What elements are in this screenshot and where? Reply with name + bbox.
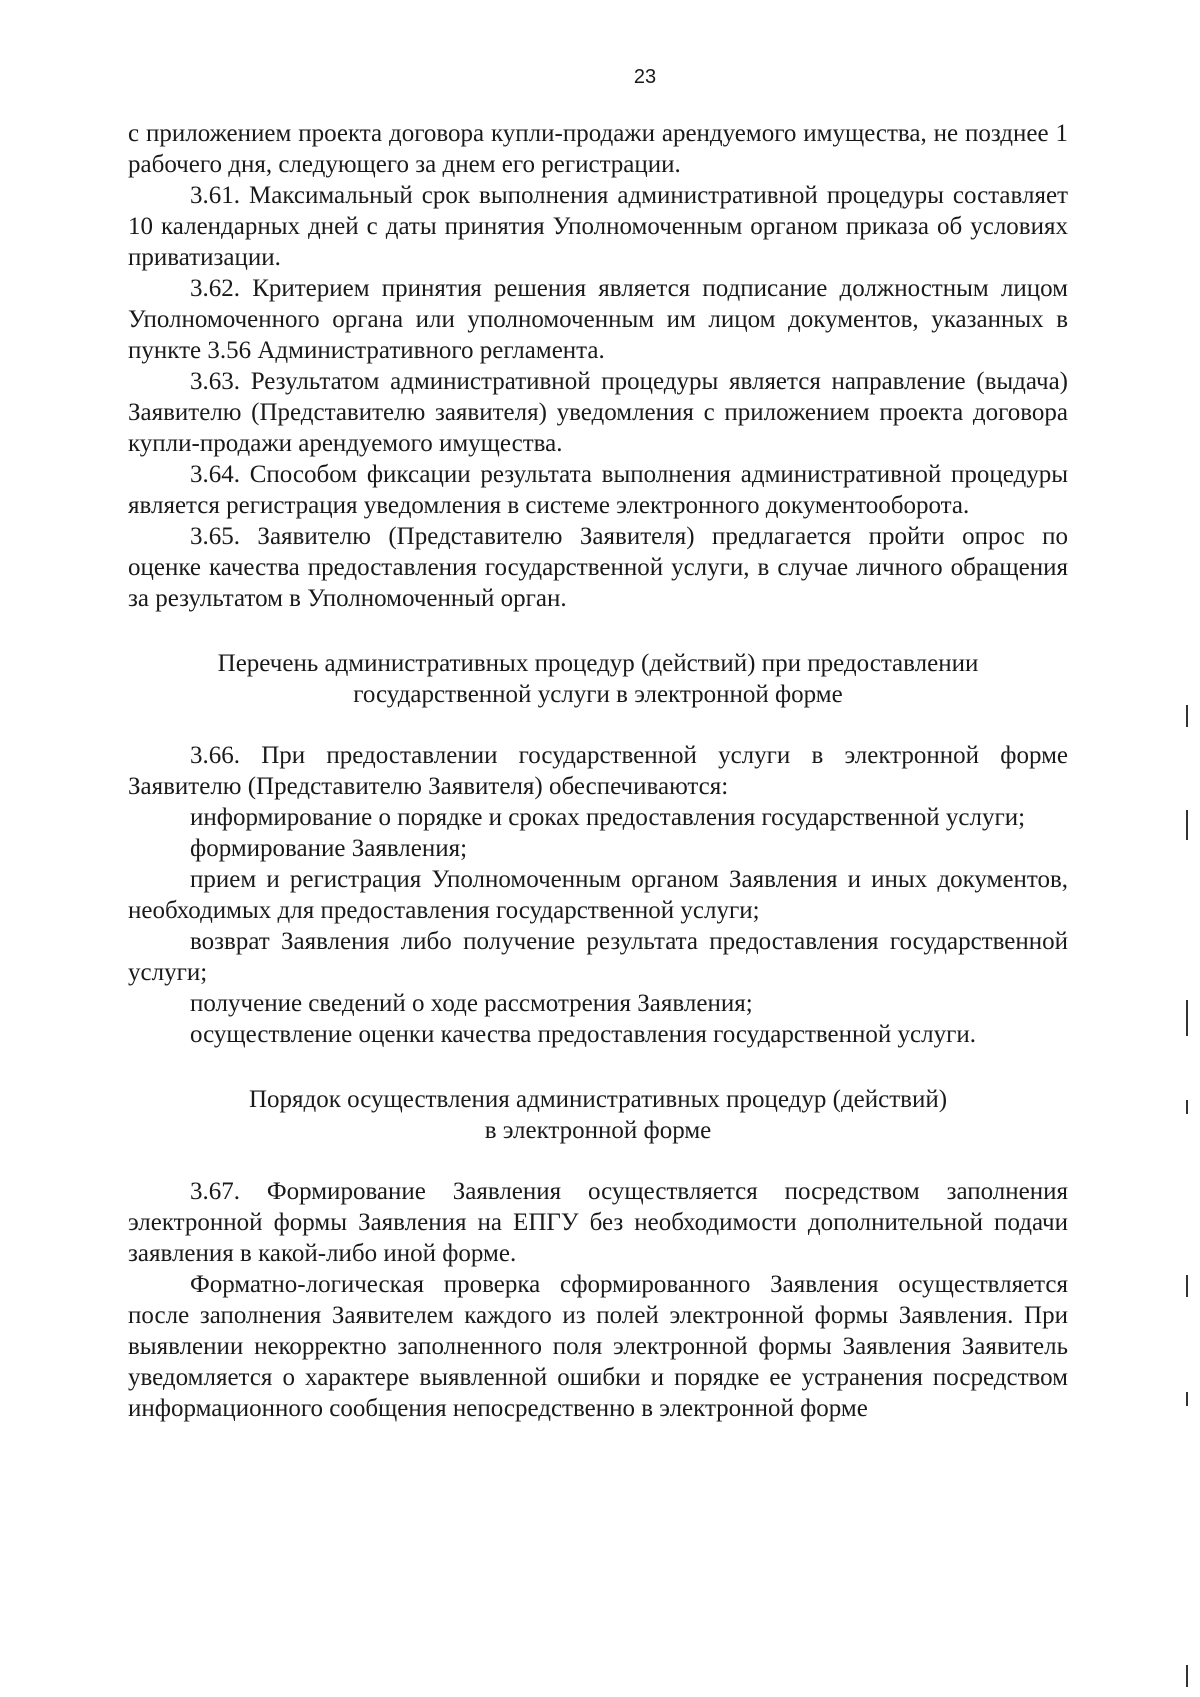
scan-mark [1186,1100,1188,1114]
page-content [128,118,1068,1424]
paragraph: Форматно-логическая проверка сформированного Заявления осуществляется после заполнения Заявителем каждого из полей электронной формы Заявления. При выявлении некорректно заполненного поля электронной формы Заявления Заявитель уведомляется о характере выявленной ошибки и порядке ее устранения посредством информационного сообщения непосредственно в электронной форме [128,1271,1068,1422]
section-heading-electronic-procedures [128,1084,1068,1146]
paragraph-3-63: 3.63. Результатом административной процедуры является направление (выдача) Заявителю (Представителю заявителя) уведомления с приложением проекта договора купли-продажи арендуемого имущества. [128,368,1068,457]
spacer [128,710,1068,740]
page-number: 23 [633,66,657,88]
heading-line: в электронной форме [484,1117,712,1144]
paragraph-3-67: 3.67. Формирование Заявления осуществляется посредством заполнения электронной формы Заявления на ЕПГУ без необходимости дополнительной подачи заявления в какой-либо иной форме. [128,1178,1068,1267]
spacer [128,1146,1068,1176]
paragraph: с приложением проекта договора купли-продажи арендуемого имущества, не позднее 1 рабочего дня, следующего за днем его регистрации. [128,120,1068,178]
list-item: получение сведений о ходе рассмотрения Заявления; [190,990,753,1017]
heading-line: Порядок осуществления административных процедур (действий) [248,1086,948,1113]
scan-mark [1186,705,1188,727]
list-item: информирование о порядке и сроках предоставления государственной услуги; [190,804,1026,831]
scan-mark [1186,1000,1188,1036]
scan-mark [1186,1392,1188,1406]
scan-mark [1186,810,1188,840]
paragraph-3-61: 3.61. Максимальный срок выполнения административной процедуры составляет 10 календарных дней с даты принятия Уполномоченным органом приказа об условиях приватизации. [128,182,1068,271]
spacer [128,1050,1068,1084]
paragraph-3-66: 3.66. При предоставлении государственной услуги в электронной форме Заявителю (Представителю Заявителя) обеспечиваются: [128,742,1068,800]
spacer [128,614,1068,648]
heading-line: Перечень административных процедур (действий) при предоставлении [217,650,979,677]
scan-mark [1186,1665,1188,1687]
paragraph-3-62: 3.62. Критерием принятия решения является подписание должностным лицом Уполномоченного органа или уполномоченным им лицом документов, указанных в пункте 3.56 Административного регламента. [128,275,1068,364]
heading-line: государственной услуги в электронной форме [353,681,843,708]
paragraph-3-65: 3.65. Заявителю (Представителю Заявителя) предлагается пройти опрос по оценке качества предоставления государственной услуги, в случае личного обращения за результатом в Уполномоченный орган. [128,523,1068,612]
list-item: осуществление оценки качества предоставления государственной услуги. [190,1021,976,1048]
list-item: прием и регистрация Уполномоченным органом Заявления и иных документов, необходимых для предоставления государственной услуги; [128,866,1068,924]
list-item: формирование Заявления; [190,835,468,862]
paragraph-3-64: 3.64. Способом фиксации результата выполнения административной процедуры является регистрация уведомления в системе электронного документооборота. [128,461,1068,519]
list-item: возврат Заявления либо получение результата предоставления государственной услуги; [128,928,1068,986]
section-heading-procedures-list [128,648,1068,710]
scan-mark [1186,1275,1188,1297]
